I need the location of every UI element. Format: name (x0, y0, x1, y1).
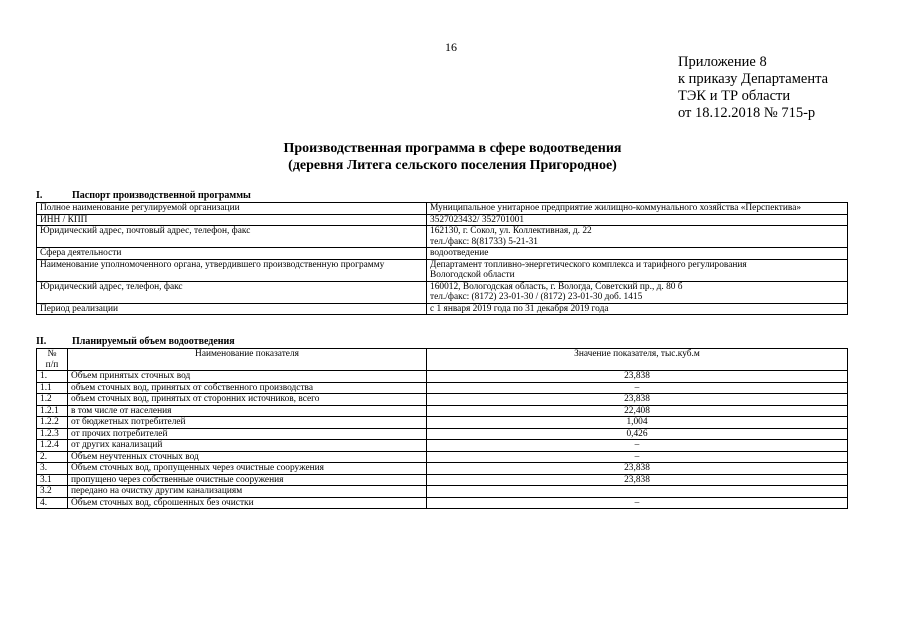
section-2-number: II. (36, 336, 47, 347)
value-line: 160012, Вологодская область, г. Вологда, Советский пр., д. 80 б (430, 281, 683, 292)
row-name: от прочих потребителей (68, 428, 427, 440)
passport-value (427, 281, 848, 303)
table-row (37, 440, 848, 452)
value-line: 3527023432/ 352701001 (430, 214, 525, 225)
table-row (37, 497, 848, 509)
appendix-line-3: ТЭК и ТР области (678, 88, 791, 104)
row-number: 2. (37, 451, 68, 463)
appendix-line-1: Приложение 8 (678, 54, 767, 70)
row-value (427, 486, 848, 498)
passport-key: Юридический адрес, телефон, факс (37, 281, 427, 303)
table-row (37, 203, 848, 215)
row-number: 3.2 (37, 486, 68, 498)
table-row (37, 394, 848, 406)
header-value: Значение показателя, тыс.куб.м (427, 349, 848, 371)
row-name: от других канализаций (68, 440, 427, 452)
row-number: 1.2.4 (37, 440, 68, 452)
title-line-2: (деревня Литега сельского поселения Пригородное) (288, 158, 617, 173)
passport-table (36, 202, 848, 315)
row-number: 1.2.3 (37, 428, 68, 440)
header-number (37, 349, 68, 371)
row-value: 23,838 (427, 394, 848, 406)
row-number: 1.2 (37, 394, 68, 406)
section-1-title: Паспорт производственной программы (72, 190, 251, 201)
document-title (0, 140, 905, 174)
row-number: 1.2.1 (37, 405, 68, 417)
row-name: пропущено через собственные очистные сооружения (68, 474, 427, 486)
header-name: Наименование показателя (68, 349, 427, 371)
row-value: – (427, 382, 848, 394)
passport-value (427, 226, 848, 248)
row-name: от бюджетных потребителей (68, 417, 427, 429)
passport-value (427, 259, 848, 281)
header-number-line: п/п (45, 359, 59, 370)
table-row (37, 474, 848, 486)
passport-key: Полное наименование регулируемой организации (37, 203, 427, 215)
row-number: 3.1 (37, 474, 68, 486)
title-line-1: Производственная программа в сфере водоотведения (283, 141, 622, 156)
row-name: Объем принятых сточных вод (68, 371, 427, 383)
passport-key: Наименование уполномоченного органа, утвердившего производственную программу (37, 259, 427, 281)
passport-value (427, 303, 848, 315)
row-name: Объем сточных вод, пропущенных через очистные сооружения (68, 463, 427, 475)
row-number: 3. (37, 463, 68, 475)
row-name: Объем неучтенных сточных вод (68, 451, 427, 463)
value-line: Муниципальное унитарное предприятие жилищно-коммунального хозяйства «Перспектива» (430, 203, 802, 213)
value-line: тел./факс: (8172) 23-01-30 / (8172) 23-01-30 доб. 1415 (430, 292, 643, 302)
row-value: 22,408 (427, 405, 848, 417)
value-line: Департамент топливно-энергетического комплекса и тарифного регулирования (430, 259, 747, 270)
table-row (37, 303, 848, 315)
table-row (37, 226, 848, 248)
row-name: передано на очистку другим канализациям (68, 486, 427, 498)
row-value: 23,838 (427, 463, 848, 475)
row-number: 4. (37, 497, 68, 509)
row-name: объем сточных вод, принятых от сторонних источников, всего (68, 394, 427, 406)
table-row (37, 451, 848, 463)
section-1-number: I. (36, 190, 43, 201)
table-row (37, 214, 848, 226)
passport-value (427, 214, 848, 226)
table-row (37, 417, 848, 429)
header-number-line: № (47, 349, 57, 359)
section-1-heading (36, 190, 251, 201)
appendix-block (678, 54, 828, 122)
table-row (37, 428, 848, 440)
row-value: 23,838 (427, 371, 848, 383)
row-value: 1,004 (427, 417, 848, 429)
row-name: объем сточных вод, принятых от собственного производства (68, 382, 427, 394)
section-2-title: Планируемый объем водоотведения (72, 336, 235, 347)
row-number: 1. (37, 371, 68, 383)
passport-key: ИНН / КПП (37, 214, 427, 226)
section-2-heading (36, 336, 235, 347)
passport-key: Юридический адрес, почтовый адрес, телефон, факс (37, 226, 427, 248)
table-row (37, 281, 848, 303)
row-number: 1.1 (37, 382, 68, 394)
passport-key: Сфера деятельности (37, 248, 427, 260)
value-line: Вологодской области (430, 270, 515, 280)
appendix-line-4: от 18.12.2018 № 715-р (678, 105, 816, 121)
passport-value (427, 248, 848, 260)
table-row (37, 486, 848, 498)
appendix-line-2: к приказу Департамента (678, 71, 829, 87)
table-row (37, 382, 848, 394)
row-value: 23,838 (427, 474, 848, 486)
row-value: 0,426 (427, 428, 848, 440)
row-value: – (427, 451, 848, 463)
table-row (37, 371, 848, 383)
passport-value (427, 203, 848, 215)
table-row (37, 259, 848, 281)
row-value: – (427, 497, 848, 509)
row-name: в том числе от населения (68, 405, 427, 417)
value-line: с 1 января 2019 года по 31 декабря 2019 года (430, 303, 609, 314)
value-line: 162130, г. Сокол, ул. Коллективная, д. 22 (430, 226, 592, 236)
value-line: тел./факс: 8(81733) 5-21-31 (430, 236, 538, 247)
row-number: 1.2.2 (37, 417, 68, 429)
table-header-row (37, 349, 848, 371)
table-row (37, 463, 848, 475)
page-number: 16 (445, 40, 457, 54)
passport-key: Период реализации (37, 303, 427, 315)
row-name: Объем сточных вод, сброшенных без очистки (68, 497, 427, 509)
row-value: – (427, 440, 848, 452)
table-row (37, 405, 848, 417)
volume-table (36, 348, 848, 509)
value-line: водоотведение (430, 248, 489, 258)
table-row (37, 248, 848, 260)
